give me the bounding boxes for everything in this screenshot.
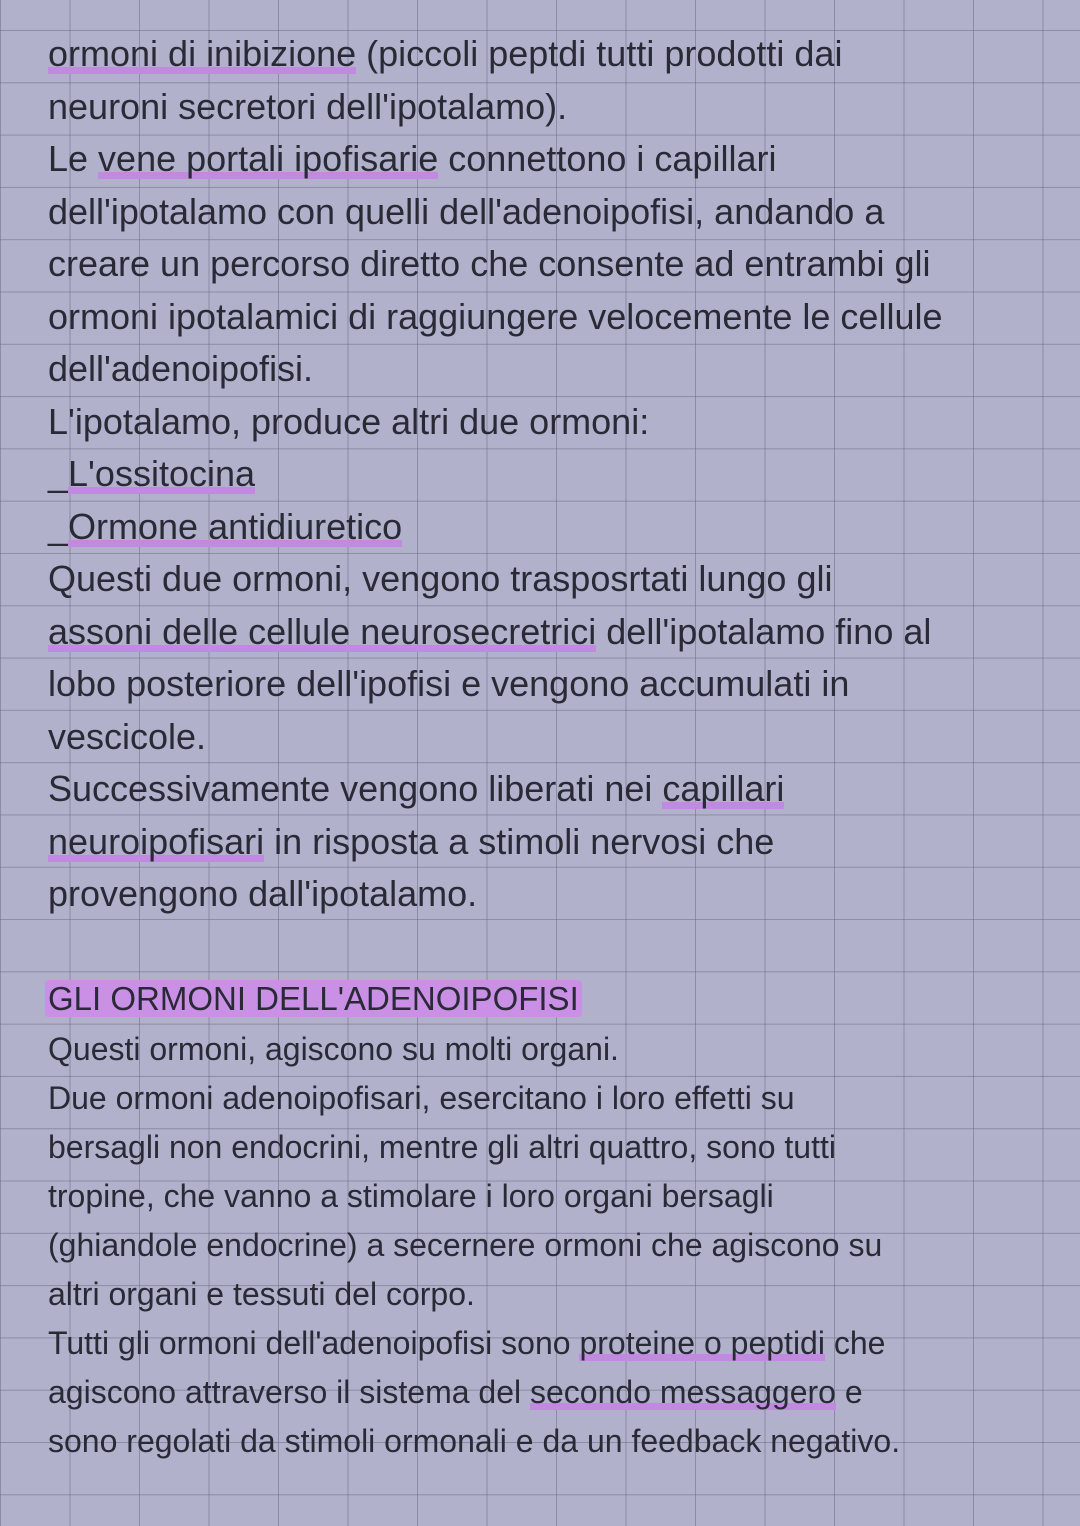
section-2-body [48, 1025, 1058, 1466]
highlighted-term: capillari [662, 768, 785, 809]
text-line: lobo posteriore dell'ipofisi e vengono accumulati in [48, 663, 850, 704]
highlighted-term: vene portali ipofisarie [98, 138, 439, 179]
note-page [48, 28, 1058, 1466]
highlighted-term: secondo messaggero [530, 1373, 836, 1410]
highlighted-term: neuroipofisari [48, 820, 265, 862]
text-line: (ghiandole endocrine) a secernere ormoni che agiscono su [48, 1226, 883, 1263]
text-line: Due ormoni adenoipofisari, esercitano i loro effetti su [48, 1079, 795, 1116]
text-line: ormoni ipotalamici di raggiungere velocemente le cellule [48, 295, 943, 337]
text-line: Successivamente vengono liberati nei capillari [48, 768, 785, 809]
highlighted-term: Ormone antidiuretico [68, 505, 403, 547]
text-line: bersagli non endocrini, mentre gli altri quattro, sono tutti [48, 1128, 836, 1165]
blank-line [48, 921, 1058, 973]
highlighted-term: proteine o peptidi [579, 1324, 825, 1361]
highlighted-term: L'ossitocina [68, 453, 256, 494]
text-line: neuroni secretori dell'ipotalamo). [48, 85, 568, 127]
text-line: dell'ipotalamo con quelli dell'adenoipofisi, andando a [48, 190, 885, 232]
text-line: sono regolati da stimoli ormonali e da un feedback negativo. [48, 1422, 901, 1459]
section-heading [48, 973, 1058, 1025]
text-line: tropine, che vanno a stimolare i loro organi bersagli [48, 1177, 774, 1214]
text-line: provengono dall'ipotalamo. [48, 873, 478, 914]
text-line: neuroipofisari in risposta a stimoli nervosi che [48, 820, 775, 862]
text-line: dell'adenoipofisi. [48, 348, 314, 389]
highlighted-term: ormoni di inibizione [48, 33, 357, 74]
text-line: creare un percorso diretto che consente ad entrambi gli [48, 243, 931, 284]
text-line: vescicole. [48, 715, 207, 757]
list-item: _L'ossitocina [48, 453, 256, 494]
section-1-body [48, 28, 1058, 921]
list-item: _Ormone antidiuretico [48, 505, 403, 547]
text-line: altri organi e tessuti del corpo. [48, 1275, 475, 1312]
text-line: agiscono attraverso il sistema del secondo messaggero e [48, 1373, 863, 1410]
highlighted-heading: GLI ORMONI DELL'ADENOIPOFISI [45, 980, 582, 1017]
text-line: Tutti gli ormoni dell'adenoipofisi sono proteine o peptidi che [48, 1324, 886, 1361]
text-line: Questi ormoni, agiscono su molti organi. [48, 1030, 619, 1067]
highlighted-term: assoni delle cellule neurosecretrici [48, 610, 597, 652]
text-line: assoni delle cellule neurosecretrici dell'ipotalamo fino al [48, 610, 932, 652]
text-line: Le vene portali ipofisarie connettono i capillari [48, 138, 777, 179]
text-line: Questi due ormoni, vengono trasposrtati lungo gli [48, 558, 833, 599]
text-line: ormoni di inibizione (piccoli peptdi tutti prodotti dai [48, 33, 843, 74]
text-line: L'ipotalamo, produce altri due ormoni: [48, 400, 650, 442]
